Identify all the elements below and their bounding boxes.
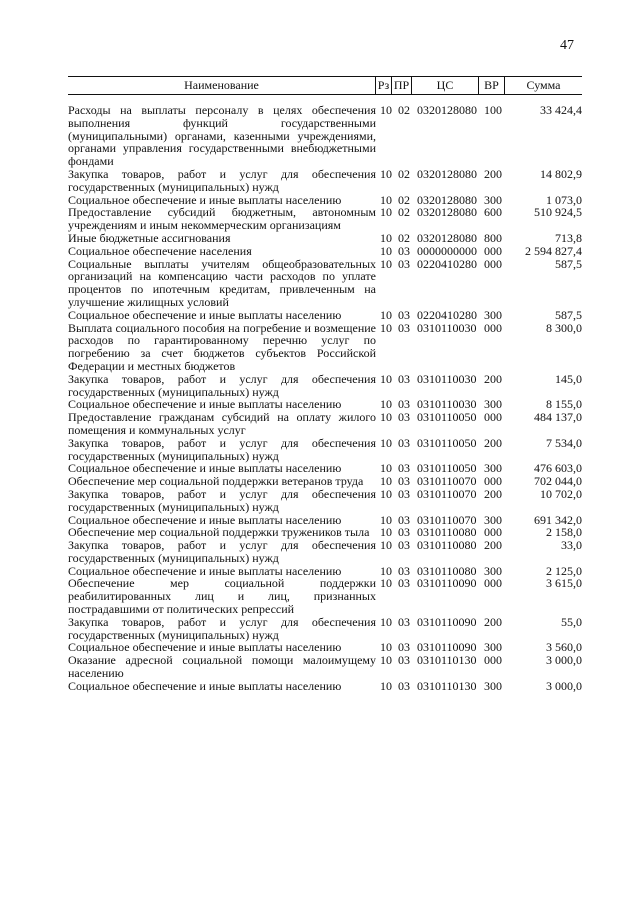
cell-rz: 10	[380, 371, 392, 386]
cell-name: Закупка товаров, работ и услуг для обеспечения государственных (муниципальных) нужд	[68, 166, 376, 194]
cell-name: Социальное обеспечение и иные выплаты населению	[68, 307, 342, 322]
cell-vr: 300	[484, 640, 502, 655]
cell-cs: 0220410280	[417, 307, 477, 322]
cell-sum: 3 615,0	[546, 576, 582, 591]
table-row	[68, 539, 582, 565]
cell-pr: 03	[398, 486, 410, 501]
cell-pr: 03	[398, 410, 410, 425]
cell-pr: 03	[398, 256, 410, 271]
cell-vr: 300	[484, 192, 502, 207]
cell-rz: 10	[380, 678, 392, 693]
cell-cs: 0310110090	[417, 576, 477, 591]
cell-sum: 484 137,0	[534, 410, 582, 425]
cell-pr: 03	[398, 538, 410, 553]
cell-vr: 200	[484, 486, 502, 501]
cell-rz: 10	[380, 192, 392, 207]
cell-pr: 03	[398, 371, 410, 386]
cell-vr: 000	[484, 653, 502, 668]
cell-vr: 200	[484, 614, 502, 629]
cell-pr: 03	[398, 563, 410, 578]
cell-sum: 1 073,0	[546, 192, 582, 207]
budget-table	[68, 76, 582, 693]
cell-rz: 10	[380, 166, 392, 181]
cell-cs: 0320128080	[417, 103, 477, 117]
cell-sum: 713,8	[555, 230, 582, 245]
cell-name: Закупка товаров, работ и услуг для обеспечения государственных (муниципальных) нужд	[68, 435, 376, 463]
cell-vr: 000	[484, 256, 502, 271]
cell-sum: 3 560,0	[546, 640, 582, 655]
cell-pr: 03	[398, 614, 410, 629]
cell-name: Социальное обеспечение и иные выплаты населению	[68, 640, 342, 655]
cell-rz: 10	[380, 525, 392, 540]
header-pr: ПР	[392, 77, 412, 94]
cell-sum: 587,5	[555, 307, 582, 322]
table-row	[68, 232, 582, 245]
cell-name: Социальные выплаты учителям общеобразовательных организаций на компенсацию части расходов по уплате процентов по ипотечным кредитам, привлеченным на улучшение жилищных условий	[68, 256, 376, 309]
table-row	[68, 206, 582, 232]
cell-cs: 0310110130	[417, 678, 477, 693]
cell-pr: 03	[398, 474, 410, 489]
table-row	[68, 616, 582, 642]
cell-cs: 0310110090	[417, 640, 477, 655]
cell-rz: 10	[380, 486, 392, 501]
cell-pr: 02	[398, 166, 410, 181]
cell-name: Выплата социального пособия на погребение и возмещение расходов по гарантированному перечню услуг по погребению за счет бюджетов субъектов Российской Федерации и местных бюджетов	[68, 320, 376, 373]
table-row	[68, 654, 582, 680]
header-vr: ВР	[479, 77, 505, 94]
cell-sum: 55,0	[561, 614, 582, 629]
cell-name: Закупка товаров, работ и услуг для обеспечения государственных (муниципальных) нужд	[68, 486, 376, 514]
cell-rz: 10	[380, 614, 392, 629]
cell-pr: 02	[398, 192, 410, 207]
cell-sum: 3 000,0	[546, 653, 582, 668]
cell-rz: 10	[380, 205, 392, 220]
cell-sum: 145,0	[555, 371, 582, 386]
cell-name: Социальное обеспечение и иные выплаты населению	[68, 397, 342, 412]
table-body	[68, 104, 582, 693]
cell-name: Иные бюджетные ассигнования	[68, 230, 231, 245]
cell-rz: 10	[380, 103, 392, 117]
cell-pr: 03	[398, 435, 410, 450]
cell-pr: 03	[398, 461, 410, 476]
cell-vr: 000	[484, 525, 502, 540]
cell-vr: 200	[484, 166, 502, 181]
cell-name: Социальное обеспечение и иные выплаты населению	[68, 192, 342, 207]
header-name: Наименование	[68, 77, 376, 94]
cell-vr: 300	[484, 563, 502, 578]
cell-vr: 000	[484, 243, 502, 258]
cell-cs: 0310110030	[417, 397, 477, 412]
cell-pr: 03	[398, 640, 410, 655]
cell-sum: 33 424,4	[540, 103, 582, 117]
cell-cs: 0320128080	[417, 192, 477, 207]
cell-pr: 03	[398, 320, 410, 335]
cell-sum: 8 155,0	[546, 397, 582, 412]
cell-rz: 10	[380, 538, 392, 553]
cell-vr: 300	[484, 512, 502, 527]
cell-vr: 200	[484, 538, 502, 553]
cell-pr: 02	[398, 230, 410, 245]
cell-name: Обеспечение мер социальной поддержки ветеранов труда	[68, 474, 364, 489]
cell-rz: 10	[380, 230, 392, 245]
cell-rz: 10	[380, 410, 392, 425]
cell-cs: 0220410280	[417, 256, 477, 271]
cell-name: Закупка товаров, работ и услуг для обеспечения государственных (муниципальных) нужд	[68, 614, 376, 642]
cell-rz: 10	[380, 307, 392, 322]
cell-cs: 0320128080	[417, 205, 477, 220]
cell-rz: 10	[380, 256, 392, 271]
table-row	[68, 680, 582, 693]
cell-rz: 10	[380, 397, 392, 412]
cell-rz: 10	[380, 512, 392, 527]
cell-name: Обеспечение мер социальной поддержки тружеников тыла	[68, 525, 370, 540]
cell-rz: 10	[380, 474, 392, 489]
cell-vr: 300	[484, 461, 502, 476]
cell-sum: 14 802,9	[540, 166, 582, 181]
cell-name: Социальное обеспечение и иные выплаты населению	[68, 563, 342, 578]
cell-cs: 0310110090	[417, 614, 477, 629]
table-row	[68, 373, 582, 399]
cell-sum: 476 603,0	[534, 461, 582, 476]
cell-name: Социальное обеспечение и иные выплаты населению	[68, 461, 342, 476]
cell-vr: 300	[484, 397, 502, 412]
cell-cs: 0310110070	[417, 512, 477, 527]
cell-vr: 000	[484, 320, 502, 335]
cell-cs: 0310110050	[417, 461, 477, 476]
cell-name: Социальное обеспечение и иные выплаты населению	[68, 678, 342, 693]
table-row	[68, 168, 582, 194]
cell-name: Социальное обеспечение и иные выплаты населению	[68, 512, 342, 527]
cell-rz: 10	[380, 461, 392, 476]
cell-cs: 0310110050	[417, 435, 477, 450]
cell-pr: 03	[398, 525, 410, 540]
cell-pr: 03	[398, 678, 410, 693]
cell-cs: 0310110130	[417, 653, 477, 668]
table-row	[68, 322, 582, 373]
cell-name: Оказание адресной социальной помощи малоимущему населению	[68, 653, 376, 681]
cell-sum: 33,0	[561, 538, 582, 553]
cell-name: Предоставление гражданам субсидий на оплату жилого помещения и коммунальных услуг	[68, 410, 376, 437]
cell-pr: 03	[398, 243, 410, 258]
table-row	[68, 577, 582, 615]
cell-name: Расходы на выплаты персоналу в целях обеспечения выполнения функций государственными (муниципальными) органами, казенными учреждениями, органами управления государственными внебюджетными фондами	[68, 103, 376, 169]
table-row	[68, 309, 582, 322]
cell-sum: 2 158,0	[546, 525, 582, 540]
cell-vr: 600	[484, 205, 502, 220]
table-row	[68, 245, 582, 258]
cell-rz: 10	[380, 563, 392, 578]
header-sum: Сумма	[526, 78, 561, 92]
cell-cs: 0310110030	[417, 371, 477, 386]
cell-pr: 03	[398, 512, 410, 527]
cell-sum: 10 702,0	[540, 486, 582, 501]
cell-vr: 000	[484, 474, 502, 489]
cell-rz: 10	[380, 653, 392, 668]
cell-cs: 0000000000	[417, 243, 477, 258]
cell-sum: 8 300,0	[546, 320, 582, 335]
cell-rz: 10	[380, 640, 392, 655]
cell-rz: 10	[380, 243, 392, 258]
cell-pr: 03	[398, 307, 410, 322]
cell-vr: 200	[484, 371, 502, 386]
cell-sum: 7 534,0	[546, 435, 582, 450]
cell-cs: 0310110050	[417, 410, 477, 425]
cell-sum: 510 924,5	[534, 205, 582, 220]
cell-cs: 0320128080	[417, 166, 477, 181]
cell-pr: 03	[398, 576, 410, 591]
cell-pr: 03	[398, 397, 410, 412]
cell-name: Закупка товаров, работ и услуг для обеспечения государственных (муниципальных) нужд	[68, 538, 376, 565]
cell-sum: 691 342,0	[534, 512, 582, 527]
table-row	[68, 104, 582, 168]
cell-vr: 800	[484, 230, 502, 245]
table-row	[68, 437, 582, 463]
cell-vr: 200	[484, 435, 502, 450]
cell-cs: 0320128080	[417, 230, 477, 245]
cell-name: Закупка товаров, работ и услуг для обеспечения государственных (муниципальных) нужд	[68, 371, 376, 399]
cell-cs: 0310110070	[417, 486, 477, 501]
cell-cs: 0310110080	[417, 563, 477, 578]
cell-vr: 300	[484, 307, 502, 322]
cell-vr: 000	[484, 576, 502, 591]
cell-pr: 03	[398, 653, 410, 668]
cell-sum: 2 594 827,4	[525, 243, 582, 258]
header-rz: Рз	[376, 77, 392, 94]
cell-sum: 2 125,0	[546, 563, 582, 578]
page-number: 47	[560, 38, 574, 53]
cell-sum: 587,5	[555, 256, 582, 271]
cell-sum: 702 044,0	[534, 474, 582, 489]
cell-name: Предоставление субсидий бюджетным, автономным учреждениям и иным некоммерческим организациям	[68, 205, 376, 233]
cell-rz: 10	[380, 576, 392, 591]
cell-pr: 02	[398, 205, 410, 220]
cell-cs: 0310110070	[417, 474, 477, 489]
cell-rz: 10	[380, 435, 392, 450]
table-row	[68, 411, 582, 437]
cell-cs: 0310110030	[417, 320, 477, 335]
cell-rz: 10	[380, 320, 392, 335]
cell-vr: 000	[484, 410, 502, 425]
cell-name: Социальное обеспечение населения	[68, 243, 252, 258]
table-row	[68, 488, 582, 514]
cell-name: Обеспечение мер социальной поддержки реабилитированных лиц и лиц, признанных пострадавшими от политических репрессий	[68, 576, 376, 617]
cell-vr: 100	[484, 103, 502, 117]
cell-cs: 0310110080	[417, 538, 477, 553]
table-row	[68, 475, 582, 488]
header-cs: ЦС	[412, 77, 479, 94]
cell-pr: 02	[398, 103, 410, 117]
cell-vr: 300	[484, 678, 502, 693]
table-header	[68, 76, 582, 95]
table-row	[68, 258, 582, 309]
cell-sum: 3 000,0	[546, 678, 582, 693]
cell-cs: 0310110080	[417, 525, 477, 540]
